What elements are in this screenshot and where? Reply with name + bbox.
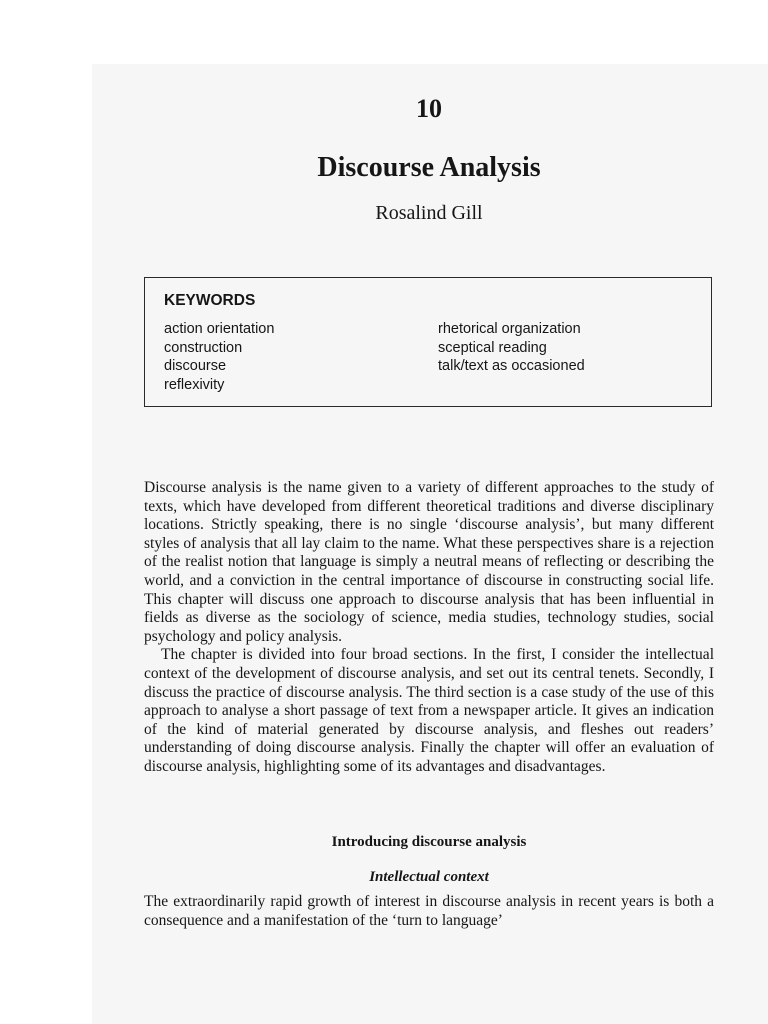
keyword-item: rhetorical organization — [438, 321, 581, 337]
paragraph: Discourse analysis is the name given to a variety of different approaches to the study of texts, which have developed from different theoretical traditions and diverse disciplinary locations. Strictly speaking, there is no single ‘discourse analysis’, but many different styles of analysis that all lay claim to the name. What these perspectives share is a rejection of the realist notion that language is simply a neutral means of reflecting or describing the world, and a conviction in the central importance of discourse in constructing social life. This chapter will discuss one approach to discourse analysis that has been influential in fields as diverse as the sociology of science, media studies, technology studies, social psychology and policy analysis. — [144, 479, 714, 645]
chapter-number: 10 — [416, 94, 442, 123]
keyword-item: construction — [164, 339, 243, 356]
paragraph: The extraordinarily rapid growth of interest in discourse analysis in recent years is both a consequence and a manifestation of the ‘turn to language’ — [144, 893, 714, 929]
keywords-left-column — [164, 320, 274, 394]
keyword-item: sceptical reading — [438, 339, 547, 356]
author-name: Rosalind Gill — [375, 202, 483, 224]
body-text — [144, 479, 714, 777]
keywords-right-column — [438, 320, 585, 376]
keyword-item: discourse — [164, 358, 227, 374]
paragraph: The chapter is divided into four broad sections. In the first, I consider the intellectual context of the development of discourse analysis, and set out its central tenets. Secondly, I discuss the practice of discourse analysis. The third section is a case study of the use of this approach to analyse a short passage of text from a newspaper article. It gives an indication of the kind of material generated by discourse analysis, and fleshes out readers’ understanding of doing discourse analysis. Finally the chapter will offer an evaluation of discourse analysis, highlighting some of its advantages and disadvantages. — [144, 646, 714, 775]
keywords-box — [144, 277, 712, 407]
section-text — [144, 893, 714, 930]
keyword-item: reflexivity — [164, 376, 225, 393]
keywords-heading: KEYWORDS — [164, 292, 256, 309]
keyword-item: action orientation — [164, 321, 275, 337]
chapter-title: Discourse Analysis — [317, 152, 541, 183]
subsection-heading: Intellectual context — [369, 869, 489, 885]
keyword-item: talk/text as occasioned — [438, 358, 585, 374]
section-heading: Introducing discourse analysis — [331, 834, 527, 850]
